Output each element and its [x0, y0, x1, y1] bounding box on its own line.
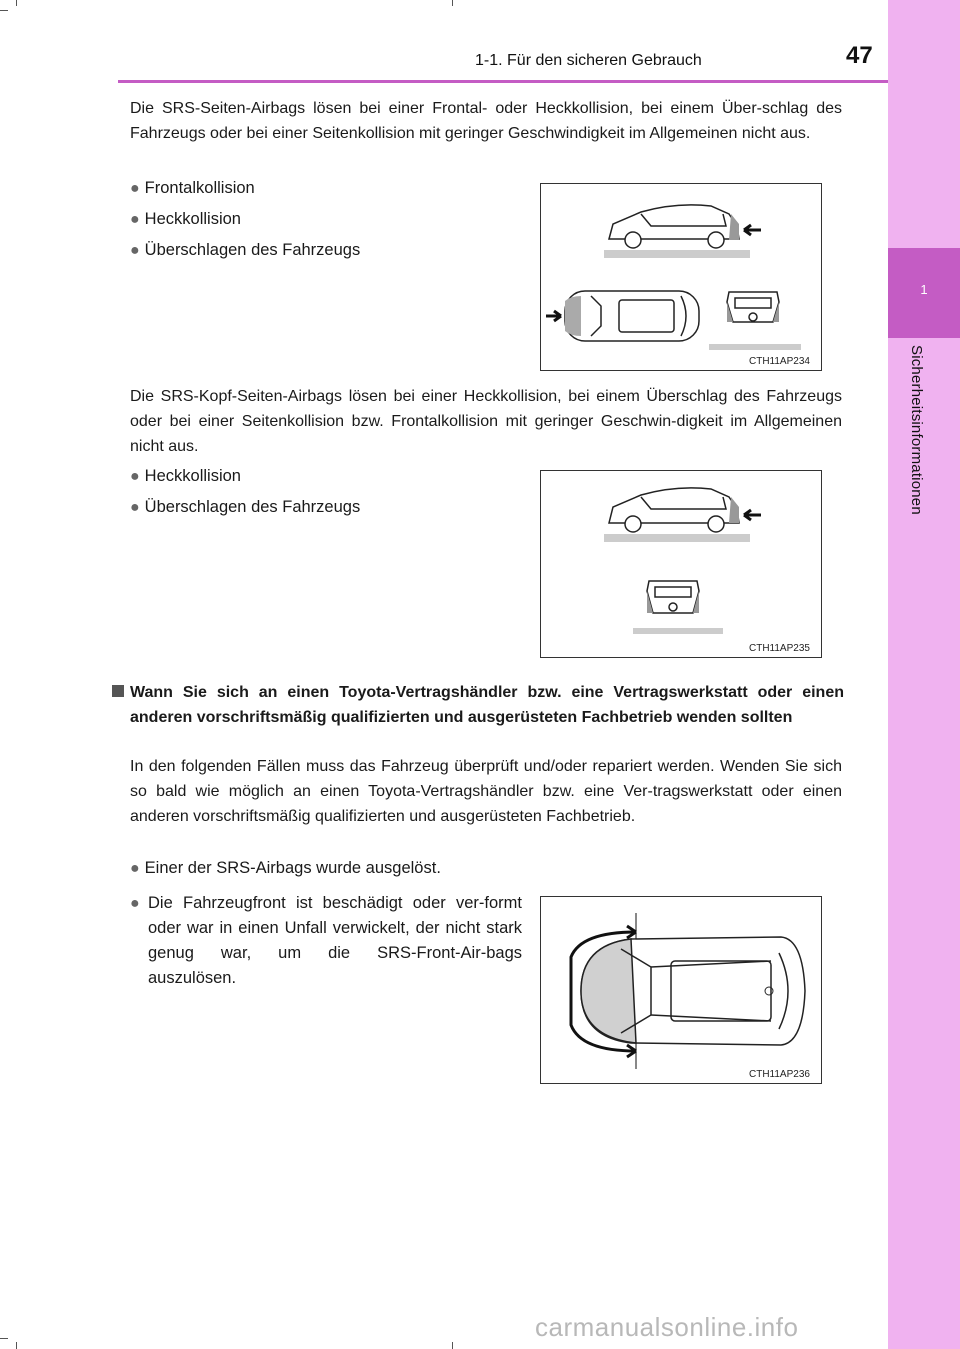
- figure-code: CTH11AP234: [749, 356, 810, 367]
- paragraph-side-airbags: Die SRS-Seiten-Airbags lösen bei einer Frontal- oder Heckkollision, bei einem Über-schlag des Fahrzeugs oder bei einer Seitenkollision mit geringer Geschwindigkeit im Allgemeinen nicht aus.: [130, 100, 842, 142]
- figure-collision-types-2: [540, 470, 822, 658]
- list-item-text: Einer der SRS-Airbags wurde ausgelöst.: [144, 859, 441, 877]
- list-item-text: Frontalkollision: [144, 179, 255, 197]
- figure-front-damage: [540, 896, 822, 1084]
- chapter-sidebar: [888, 0, 960, 1349]
- list-item-text: Überschlagen des Fahrzeugs: [144, 498, 361, 516]
- list-item: ● Überschlagen des Fahrzeugs: [130, 498, 361, 516]
- chapter-number: 1: [920, 282, 928, 297]
- section-title: 1-1. Für den sicheren Gebrauch: [475, 52, 702, 69]
- crop-mark: [0, 10, 8, 11]
- paragraph-inspection: In den folgenden Fällen muss das Fahrzeug überprüft und/oder repariert werden. Wenden Sie sich so bald wie möglich an einen Toyota-Vertragshändler bzw. eine Ver-tragswerkstatt oder einen anderen vorschriftsmäßig qualifizierten und ausgerüsteten Fachbetrieb.: [130, 758, 842, 825]
- list-item: ● Frontalkollision: [130, 179, 255, 197]
- list-item: ● Überschlagen des Fahrzeugs: [130, 241, 361, 259]
- section-heading: [112, 680, 844, 730]
- page-number: 47: [846, 42, 873, 69]
- heading-marker: [112, 685, 124, 697]
- header-rule: [118, 80, 888, 83]
- paragraph-curtain-airbags: Die SRS-Kopf-Seiten-Airbags lösen bei einer Heckkollision, bei einem Überschlag des Fahrzeugs oder bei einer Seitenkollision bzw. Frontalkollision mit geringer Geschwin-digkeit im Allgemeinen nicht aus.: [130, 388, 842, 455]
- figure-collision-types-1: [540, 183, 822, 371]
- list-item: ● Heckkollision: [130, 210, 241, 228]
- figure-code: CTH11AP236: [749, 1069, 810, 1080]
- footer-watermark: carmanualsonline.info: [535, 1312, 799, 1342]
- crop-mark: [0, 1338, 8, 1339]
- list-item-text: Überschlagen des Fahrzeugs: [144, 241, 361, 259]
- car-collision-illustration: [541, 184, 821, 370]
- heading-text: Wann Sie sich an einen Toyota-Vertragshändler bzw. eine Vertragswerkstatt oder einen anderen vorschriftsmäßig qualifizierten und ausgerüsteten Fachbetrieb wenden sollten: [130, 684, 844, 726]
- chapter-title: Sicherheitsinformationen: [908, 345, 925, 515]
- list-item: ● Die Fahrzeugfront ist beschädigt oder ver-formt oder war in einen Unfall verwickelt, der nicht stark genug war, um die SRS-Front-Air-bags auszulösen.: [130, 891, 522, 991]
- crop-mark: [452, 1342, 453, 1349]
- list-item-text: Heckkollision: [144, 467, 241, 485]
- car-collision-illustration: [541, 471, 821, 657]
- list-item: ● Einer der SRS-Airbags wurde ausgelöst.: [130, 859, 441, 877]
- list-item-text: Heckkollision: [144, 210, 241, 228]
- front-damage-illustration: [541, 897, 821, 1083]
- crop-mark: [452, 0, 453, 6]
- crop-mark: [16, 1342, 17, 1349]
- list-item: ● Heckkollision: [130, 467, 241, 485]
- figure-code: CTH11AP235: [749, 643, 810, 654]
- crop-mark: [16, 0, 17, 6]
- list-item-text: Die Fahrzeugfront ist beschädigt oder ver-formt oder war in einen Unfall verwickelt, der nicht stark genug war, um die SRS-Front-Air-bags auszulösen.: [148, 894, 522, 987]
